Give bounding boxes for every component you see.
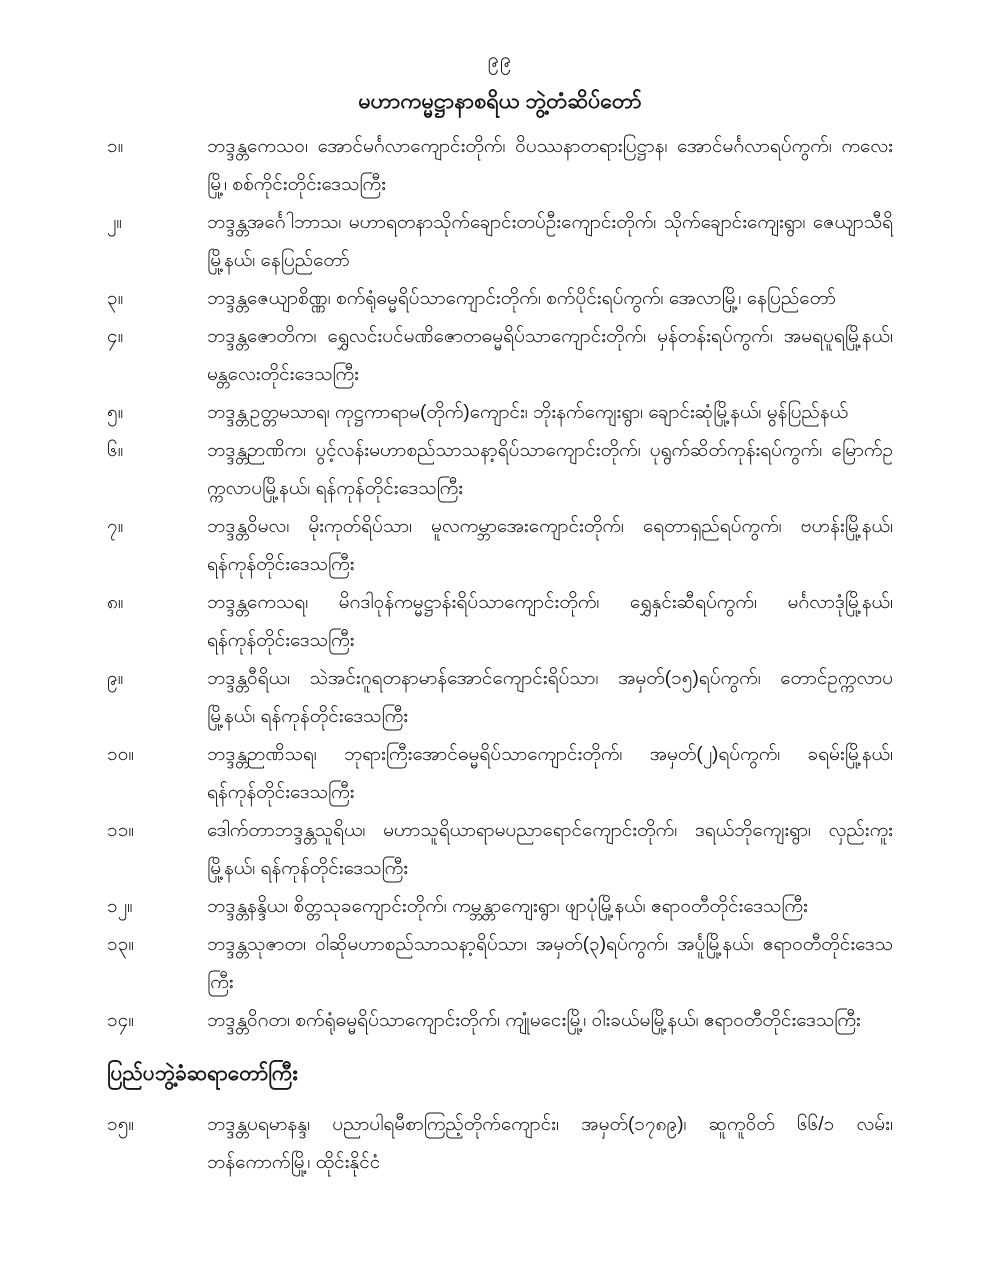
item-text: ဘဒ္ဒန္တနန္ဒိယ၊ စိတ္တသုခကျောင်းတိုက်၊ ကမ္ဘန္တာကျေးရွာ၊ ဖျာပုံမြို့နယ်၊ ဧရာဝတီတိုင်းဒေသကြီး [207,896,808,917]
item-text: ဘဒ္ဒန္တဝိမလ၊ မိုးကုတ်ရိပ်သာ၊ မူလကမ္ဘာအေးကျောင်းတိုက်၊ ရေတာရှည်ရပ်ကွက်၊ ဗဟန်းမြို့နယ်၊ ရန်ကုန်တိုင်းဒေသကြီး [207,516,893,575]
item-number: ၁၁။ [107,820,135,841]
item-number: ၅။ [107,402,124,423]
item-number: ၈။ [107,592,124,613]
item-text: ဘဒ္ဒန္တဥတ္တမသာရ၊ ကုဋ္ဌကာရာမ(တိုက်)ကျောင်း၊ ဘိုးနက်ကျေးရွာ၊ ချောင်းဆုံမြို့နယ်၊ မွန်ပြည်နယ် [207,402,849,423]
item-number: ၇။ [107,516,124,537]
item-text: ဘဒ္ဒန္တကေသရ၊ မိဂဒါဝုန်ကမ္မဋ္ဌာန်းရိပ်သာကျောင်းတိုက်၊ ရွှေနှင်းဆီရပ်ကွက်၊ မင်္ဂလာဒုံမြို့နယ်၊ ရန်ကုန်တိုင်းဒေသကြီး [207,592,893,651]
list-item [107,128,893,204]
list-item [107,812,893,888]
list-item [107,432,893,508]
item-text: ဘဒ္ဒန္တဇောတိက၊ ရွှေလင်းပင်မဏိဇောတဓမ္မရိပ်သာကျောင်းတိုက်၊ မှန်တန်းရပ်ကွက်၊ အမရပူရမြို့နယ်၊ မန္တလေးတိုင်းဒေသကြီး [207,326,893,385]
item-number: ၂။ [107,212,123,233]
item-text: ဘဒ္ဒန္တဝီရိယ၊ သဲအင်းဂူရတနာမာန်အောင်ကျောင်းရိပ်သာ၊ အမှတ်(၁၅)ရပ်ကွက်၊ တောင်ဥက္ကလာပမြို့နယ်၊ ရန်ကုန်တိုင်းဒေသကြီး [207,668,893,727]
item-number: ၁၄။ [107,1010,135,1031]
list-item [107,204,893,280]
item-text: ဘဒ္ဒန္တကေသဝ၊ အောင်မင်္ဂလာကျောင်းတိုက်၊ ဝိပဿနာတရားပြဋ္ဌာန၊ အောင်မင်္ဂလာရပ်ကွက်၊ ကလေးမြို့၊ စစ်ကိုင်းတိုင်းဒေသကြီး [207,136,893,195]
list-item [107,394,893,432]
list-item [107,584,893,660]
list-item [107,1002,893,1040]
list-item [107,508,893,584]
item-text: ဘဒ္ဒန္တသုဇာတ၊ ဝါဆိုမဟာစည်သာသနာ့ရိပ်သာ၊ အမှတ်(၃)ရပ်ကွက်၊ အင်္ပူမြို့နယ်၊ ဧရာဝတီတိုင်းဒေသကြီး [207,934,893,993]
item-text: ဘဒ္ဒန္တပရမာနန္ဒ၊ ပညာပါရမီစာကြည့်တိုက်ကျောင်း၊ အမှတ်(၁၇၈၉)၊ ဆူကူဝိတ် ၆၆/၁ လမ်း၊ ဘန်ကောက်မြို့၊ ထိုင်းနိုင်ငံ [207,1114,893,1173]
item-number: ၁၃။ [107,934,135,955]
item-number: ၃။ [107,288,124,309]
item-number: ၁။ [107,136,124,157]
list-item [107,888,893,926]
item-number: ၄။ [107,326,124,347]
award-recipient-list [107,128,893,1040]
item-text: ဘဒ္ဒန္တအင်္ဂေါဘာသ၊ မဟာရတနာသိုက်ချောင်းတပ်ဦးကျောင်းတိုက်၊ သိုက်ချောင်းကျေးရွာ၊ ဇေယျာသီရိမြို့နယ်၊ နေပြည်တော် [207,212,893,271]
list-item [107,926,893,1002]
list-item [107,318,893,394]
list-item [107,280,893,318]
item-text: ဘဒ္ဒန္တဉာဏိသရ၊ ဘုရားကြီးအောင်ဓမ္မရိပ်သာကျောင်းတိုက်၊ အမှတ်(၂)ရပ်ကွက်၊ ခရမ်းမြို့နယ်၊ ရန်ကုန်တိုင်းဒေသကြီး [207,744,893,803]
item-text: ဘဒ္ဒန္တဉာဏိက၊ ပွင့်လန်းမဟာစည်သာသနာ့ရိပ်သာကျောင်းတိုက်၊ ပုရွက်ဆိတ်ကုန်းရပ်ကွက်၊ မြောက်ဥက္ကလာပမြို့နယ်၊ ရန်ကုန်တိုင်းဒေသကြီး [207,440,893,499]
foreign-recipient-list [107,1106,893,1182]
item-text: ဘဒ္ဒန္တဝိဂတ၊ စက်ရုံဓမ္မရိပ်သာကျောင်းတိုက်၊ ကျုံမငေးမြို့၊ ဝါးခယ်မမြို့နယ်၊ ဧရာဝတီတိုင်းဒေသကြီး [207,1010,861,1031]
item-text: ဒေါက်တာဘဒ္ဒန္တသူရိယ၊ မဟာသူရိယာရာမပညာရောင်ကျောင်းတိုက်၊ ဒရယ်ဘိုကျေးရွာ၊ လှည်းကူးမြို့နယ်၊ ရန်ကုန်တိုင်းဒေသကြီး [207,820,893,879]
page-number: ၉၉ [487,49,513,71]
list-item [107,1106,893,1182]
document-title: မဟာကမ္မဋ္ဌာနာစရိယ ဘွဲ့တံဆိပ်တော် [358,89,642,113]
item-number: ၁၅။ [107,1114,135,1135]
item-number: ၉။ [107,668,124,689]
section-heading-foreign-recipients: ပြည်ပဘွဲ့ခံဆရာတော်ကြီး [107,1062,298,1085]
list-item [107,660,893,736]
item-number: ၆။ [107,440,124,461]
item-number: ၁၀။ [107,744,135,765]
item-number: ၁၂။ [107,896,133,917]
item-text: ဘဒ္ဒန္တဇေယျာစိဏ္ဏ၊ စက်ရုံဓမ္မရိပ်သာကျောင်းတိုက်၊ စက်ပိုင်းရပ်ကွက်၊ အေလာမြို့၊ နေပြည်တော် [207,288,836,309]
list-item [107,736,893,812]
